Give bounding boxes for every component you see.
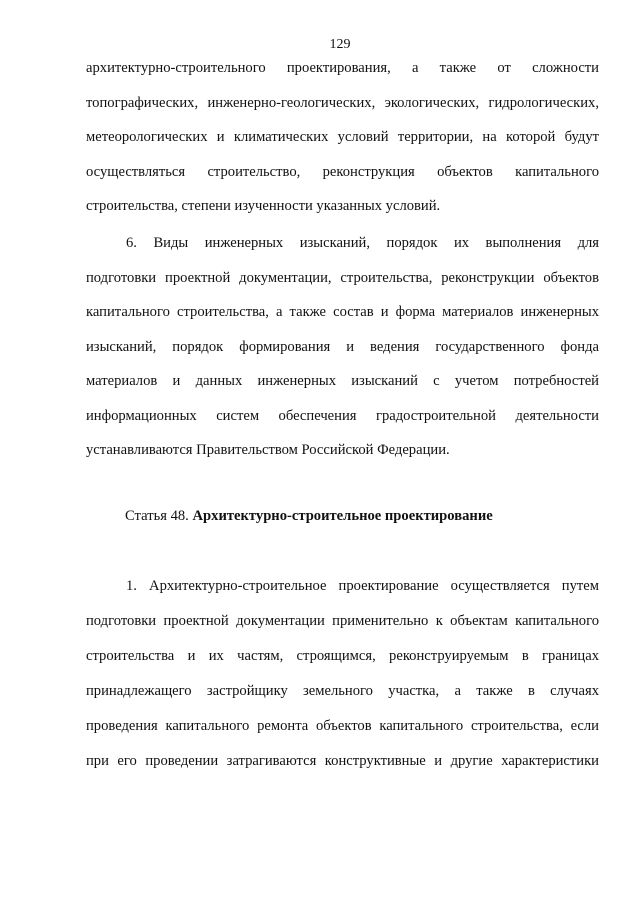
text-line: осуществляться строительство, реконструкция объектов капитального [86,163,599,180]
paragraph-item-6 [86,234,599,476]
paragraph-continuation [86,59,599,232]
text-line: при его проведении затрагиваются конструктивные и другие характеристики [86,753,599,769]
text-line: строительства, степени изученности указанных условий. [86,198,441,214]
text-line: архитектурно-строительного проектирования, а также от сложности [86,60,599,76]
article-label: Статья 48. [125,508,189,524]
text-line: строительства и их частям, строящимся, реконструируемым в границах [86,648,599,664]
text-line: капитального строительства, а также состав и форма материалов инженерных [86,304,599,320]
text-line: подготовки проектной документации, строительства, реконструкции объектов [86,269,599,286]
text-line: подготовки проектной документации применительно к объектам капитального [86,613,599,629]
page-number: 129 [329,37,351,52]
text-line: проведения капитального ремонта объектов капитального строительства, если [86,718,599,734]
text-line: 1. Архитектурно-строительное проектирование осуществляется путем [126,578,599,594]
text-line: 6. Виды инженерных изысканий, порядок их выполнения для [126,235,599,251]
text-line: устанавливаются Правительством Российской Федерации. [86,442,450,458]
article-heading [125,508,493,525]
text-line: материалов и данных инженерных изысканий с учетом потребностей [86,373,599,389]
text-line: информационных систем обеспечения градостроительной деятельности [86,407,599,424]
paragraph-item-1 [86,577,599,787]
text-line: метеорологических и климатических условий территории, на которой будут [86,129,599,145]
article-title: Архитектурно-строительное проектирование [192,508,493,524]
text-line: принадлежащего застройщику земельного участка, а также в случаях [86,683,599,699]
text-line: изысканий, порядок формирования и ведения государственного фонда [86,338,599,355]
text-line: топографических, инженерно-геологических, экологических, гидрологических, [86,94,599,111]
